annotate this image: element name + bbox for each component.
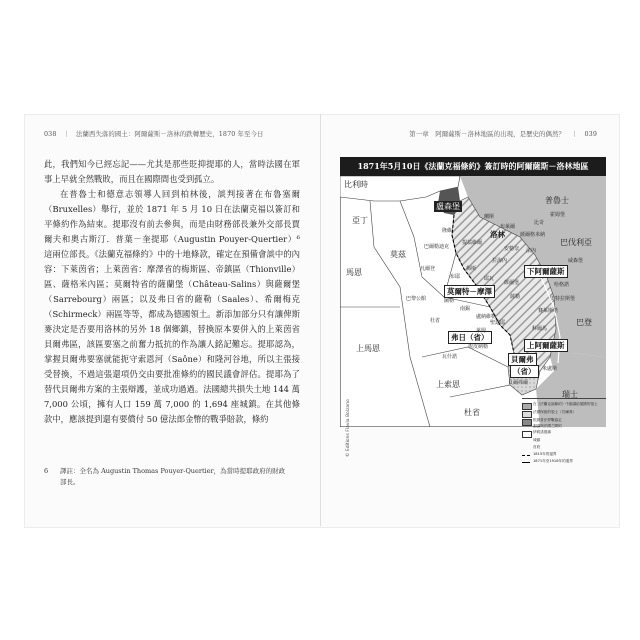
legend-capital: 首府 — [533, 445, 541, 449]
footnote — [44, 466, 306, 488]
label-meurthe-moselle: 莫爾特－摩澤 — [444, 285, 495, 298]
label-lorraine: 洛林 — [490, 230, 505, 239]
legend-swatch-1815 — [522, 455, 530, 456]
town-remiremont: 萊姆 — [476, 328, 487, 334]
town-forbach: 法內 — [526, 248, 537, 254]
town-selestat: 賽萊斯塔 — [538, 308, 559, 314]
label-meuse: 莫茲 — [390, 250, 406, 259]
footnote-number: 6 — [44, 467, 49, 475]
town-mulhouse: 米盧斯 — [542, 366, 558, 372]
town-belfort-city: 貝爾弗爾 — [508, 380, 529, 386]
label-belgium: 比利時 — [344, 180, 368, 189]
legend-1815: 1815年的邊界 — [533, 452, 557, 456]
label-belfort: 貝爾弗 — [508, 353, 537, 366]
town-saales: 薩勒 — [510, 294, 521, 300]
legend-town-a: 伊莉諾德鎮 — [533, 430, 551, 434]
town-sarrelouis: 布萊爾 — [500, 224, 516, 230]
label-haute-marne: 上馬恩 — [356, 344, 380, 353]
label-vosges: 弗日（省） — [448, 331, 492, 344]
town-luneville: 盧納維勒 — [476, 314, 497, 320]
town-delme: 耶瓦 — [484, 276, 495, 282]
label-ardennes: 亞丁 — [352, 216, 368, 225]
town-bar-le-duc: 巴黎公館 — [406, 296, 427, 302]
legend-belfort: 法國保留的領土（貝爾弗） — [533, 410, 577, 414]
label-haut-rhin: 上阿爾薩斯 — [524, 339, 568, 352]
label-bas-rhin: 下阿爾薩斯 — [524, 265, 568, 278]
town-toul: 圖勒 — [444, 298, 455, 304]
label-switzerland: 瑞士 — [562, 390, 578, 399]
legend-swatch-annexed — [522, 403, 532, 410]
town-montmedy: 巴爾勒迪克 — [424, 244, 450, 250]
paragraph-2: 在普魯士和德意志領導人回到柏林後，談判接著在布魯塞爾（Bruxelles）舉行，並於 1871 年 5 月 10 日在法蘭克福以簽訂和平條約作為結束。提耶沒有前去參與，而是由財務部長兼外交部長賈爾夫和奧古斯汀．普葉－奎提耶（Augustin Pouyer-Quertier）⁶ 這兩位部長。《法蘭克福條約》中的十地條款，確定在預備會談中的內容：下萊茵省；上萊茵省：摩澤省的梅斯區、帝鎮區（Thionville）區、薩格米內區；莫爾特省的薩蘭堡（Château-Salins）與薩爾堡（Sarrebourg）兩區；以及弗日省的薩勒（Saales）、希爾梅克（Schirmeck）兩區等等，都成為德國領土。新添加部分只有讓俾斯麥決定是否要用洛林的另外 18 個鄉鎮，替換原本要併入的上萊茵省貝爾弗區，該區要塞之前奮力抵抗的作為讓人銘記難忘。提耶認為，掌握貝爾弗要塞就能扼守索恩河（Saône）和隆河谷地，所以主張接受替換，不過這張還項仍交由要批准條約的國民議會評估。提耶為了替代貝爾弗方案的主張辯護，並成功過過。法國總共損失土地 144 萬 7,000 公頃，擁有人口 159 萬 7,000 的 1,694 座城鎮。在其他條款中，應該提到還有要償付 50 億法郎金幣的戰爭賠款，條約 — [44, 189, 300, 424]
label-bavaria: 巴伐利亞 — [560, 238, 592, 247]
legend-1871: 1871年至1918年的邊界 — [533, 459, 573, 463]
legend-annexed: 在《法蘭克福條約》中割讓給德國的領土 — [533, 402, 598, 406]
label-doubs: 杜省 — [464, 408, 480, 417]
town-verdun: 凡爾登 — [420, 266, 436, 272]
label-baden: 巴登 — [576, 318, 592, 327]
legend-armistice: 根據普法停戰協定 — [533, 418, 562, 422]
legend-town: 城鎮 — [533, 438, 541, 442]
map-credit: © Editions Flavia Bolzano — [346, 399, 351, 457]
paragraph-1: 此，我們知今已經忘記——尤其是那些貶抑提耶的人，當時法國在軍事上早就全然戰敗，而且在國際間也受到孤立。 — [44, 159, 300, 184]
town-saint-avold: 安勒奈 — [504, 246, 520, 252]
label-prussia: 普魯士 — [545, 196, 569, 205]
town-saint-die: 聖迪耶 — [490, 320, 506, 326]
legend-swatch-belfort — [522, 411, 532, 418]
body-text — [44, 157, 300, 427]
right-running-header: 第一章 阿爾薩斯－洛林地區的出現，是歷史的偶然？ ｜ 039 — [409, 130, 597, 138]
page-fold — [320, 114, 321, 526]
footnote-text: 譯註：全名為 Augustin Thomas Pouyer-Quertier，為當時提耶政府的財政 — [60, 467, 286, 475]
footnote-text-continued: 部長。 — [60, 478, 80, 486]
town-bitche: 比奇 — [534, 220, 545, 226]
legend-swatch-town — [522, 431, 532, 438]
town-thionville: 提翁維爾 — [462, 240, 483, 246]
town-colmar: 科爾馬 — [532, 326, 548, 332]
label-luxembourg: 盧森堡 — [436, 202, 460, 211]
town-metz: 梅斯 — [466, 266, 477, 272]
label-haute-saone: 上索恩 — [436, 380, 460, 389]
town-mirecourt: 杜省 — [430, 318, 441, 324]
town-strasbourg: 史特拉斯堡 — [550, 296, 576, 302]
label-marne: 馬恩 — [346, 268, 362, 277]
town-chateau-salins: 拉海內 — [492, 258, 508, 264]
map-legend — [522, 398, 606, 468]
map-title: 1871年5月10日《法蘭克福條約》簽訂時的阿爾薩斯－洛林地區 — [340, 157, 606, 176]
map-figure — [340, 157, 606, 463]
town-briey: 布耶 — [450, 274, 461, 280]
legend-armistice-2: 割讓與法國之間的 — [533, 424, 562, 428]
town-sarreguemines: 薩爾格米納 — [520, 232, 546, 238]
town-epinal: 埃皮納勒 — [468, 344, 489, 350]
town-longwy: 隆維 — [442, 228, 453, 234]
town-haguenau: 哈格諾 — [554, 282, 570, 288]
town-homburg: 霍姆堡 — [550, 212, 566, 218]
label-belfort-dept: （省） — [510, 365, 539, 378]
legend-swatch-1871 — [522, 462, 530, 463]
town-vesoul: 瓦什諾 — [442, 354, 458, 360]
town-wissembourg: 威森堡 — [568, 258, 584, 264]
left-running-header: 038 ｜ 法蘭西失落的國土：阿爾薩斯－洛林的跌轉歷史，1870 年至今日 — [44, 130, 264, 138]
town-reims: 蘭斯 — [484, 214, 495, 220]
town-nancy: 南錫 — [460, 306, 471, 312]
town-sarrebourg: 薩爾堡 — [504, 280, 520, 286]
